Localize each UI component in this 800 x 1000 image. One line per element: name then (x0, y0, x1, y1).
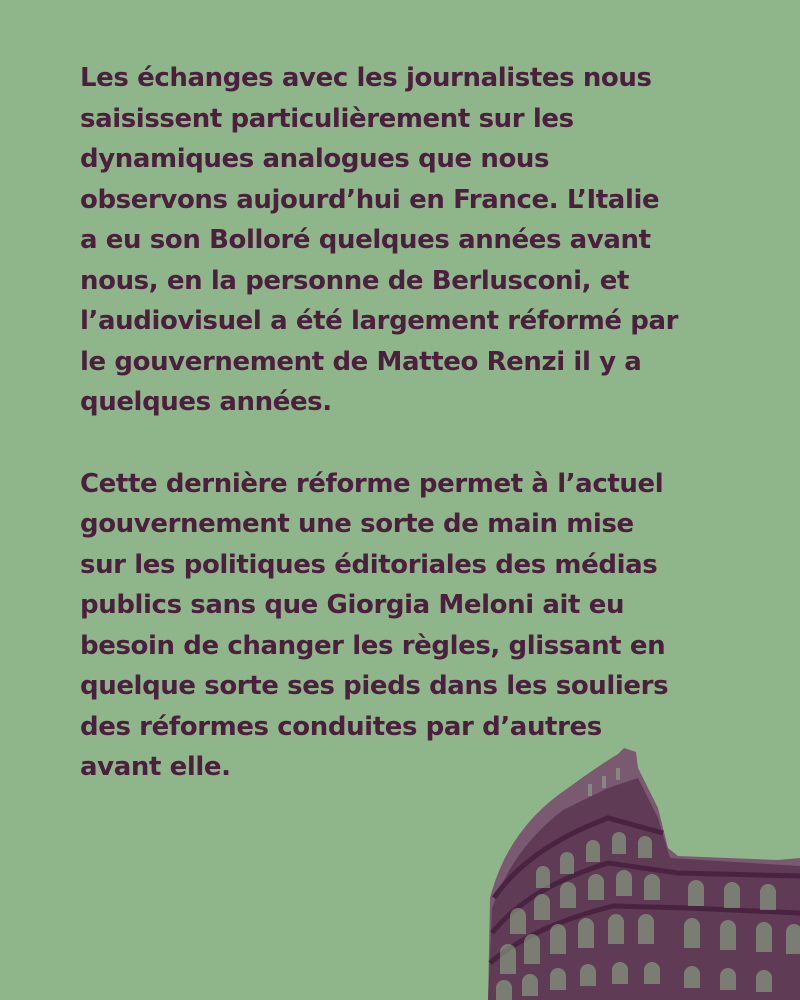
text-line: publics sans que Giorgia Meloni ait eu (80, 590, 625, 620)
paragraph-2 (80, 464, 680, 788)
text-line: dynamiques analogues que nous (80, 144, 550, 174)
text-line: observons aujourd’hui en France. L’Italie (80, 184, 660, 215)
text-line: quelques années. (80, 387, 332, 417)
text-line: l’audiovisuel a été largement réformé par (80, 306, 679, 336)
text-line: sur les politiques éditoriales des médias (80, 549, 658, 580)
text-line: a eu son Bolloré quelques années avant (80, 225, 651, 255)
text-line: gouvernement une sorte de main mise (80, 509, 634, 539)
text-line: besoin de changer les règles, glissant en (80, 630, 666, 661)
text-line: Les échanges avec les journalistes nous (80, 63, 652, 93)
text-line: quelque sorte ses pieds dans les souliers (80, 671, 669, 701)
article-text (80, 58, 680, 788)
paragraph-1 (80, 58, 680, 423)
text-line: nous, en la personne de Berlusconi, et (80, 265, 630, 296)
text-line: des réformes conduites par d’autres (80, 711, 602, 742)
text-line: avant elle. (80, 752, 231, 782)
text-line: Cette dernière réforme permet à l’actuel (80, 468, 664, 499)
text-line: saisissent particulièrement sur les (80, 103, 574, 134)
text-line: le gouvernement de Matteo Renzi il y a (80, 346, 642, 377)
colosseum-icon (488, 748, 800, 1000)
